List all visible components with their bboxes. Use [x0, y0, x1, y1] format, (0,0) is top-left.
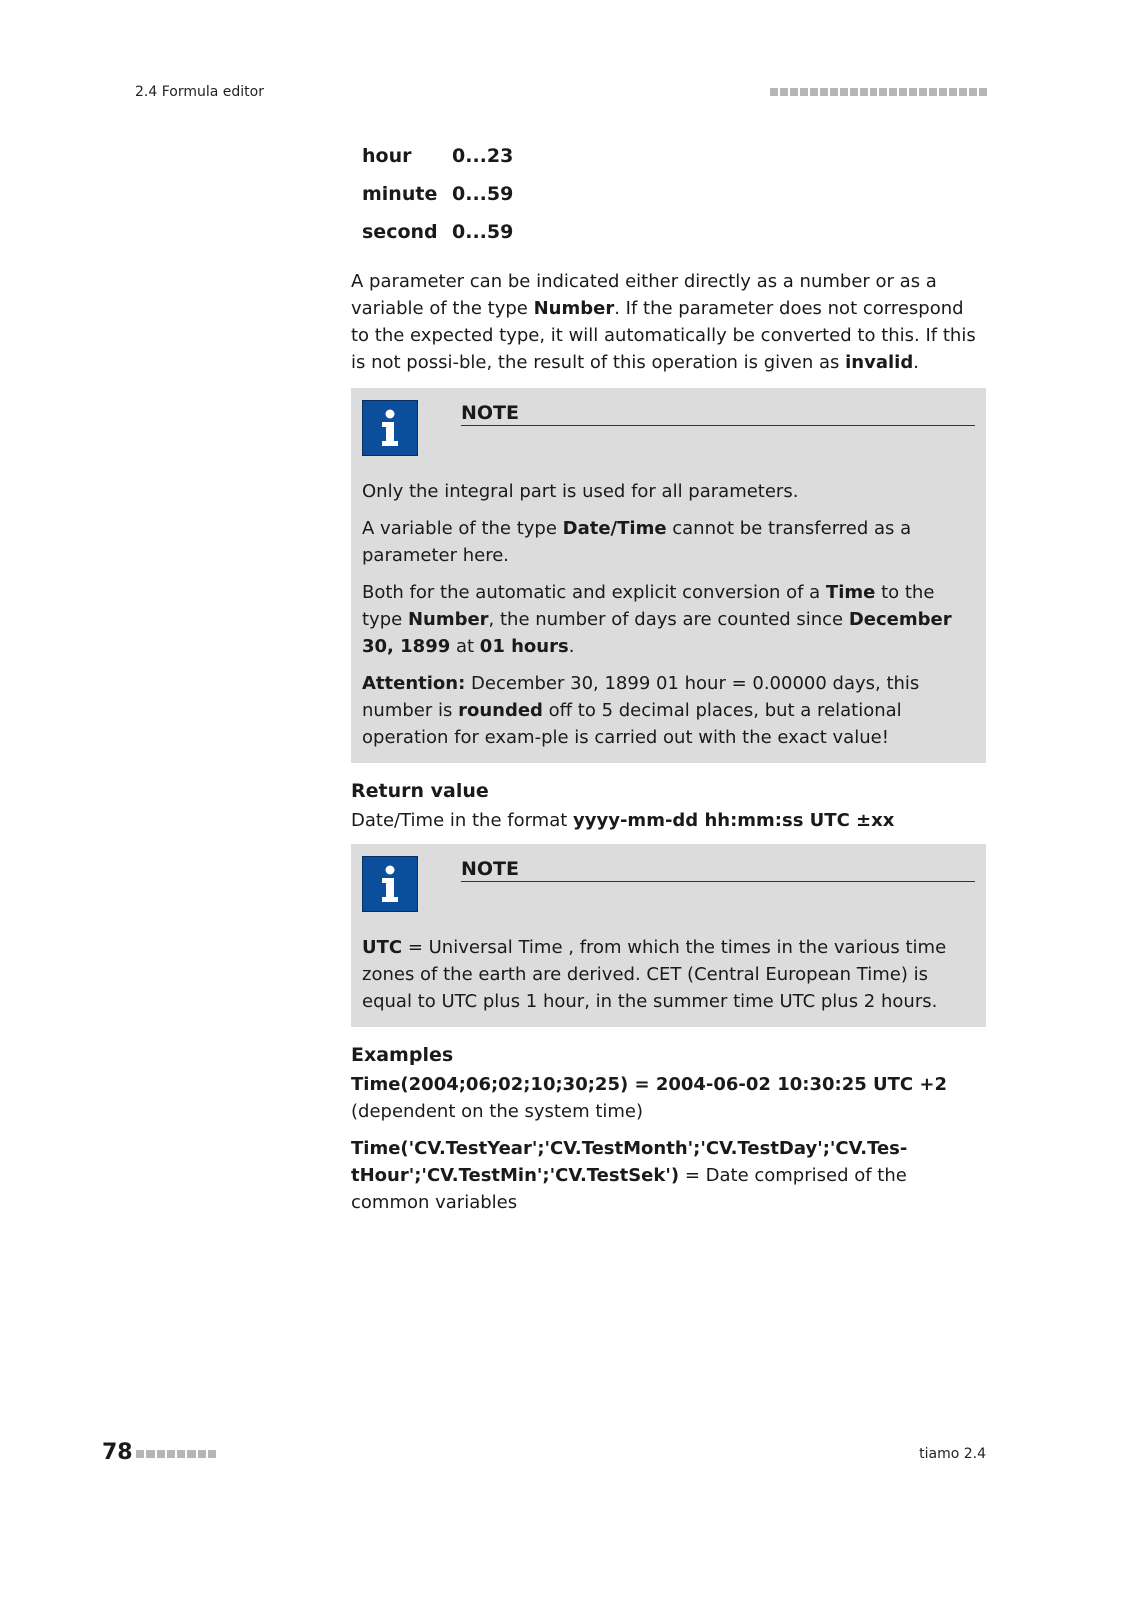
param-name: minute — [362, 182, 438, 205]
note-paragraph: A variable of the type Date/Time cannot be transferred as a parameter here. — [362, 518, 912, 566]
table-row — [362, 213, 513, 251]
param-name: hour — [362, 144, 412, 167]
note-box — [351, 844, 986, 1027]
note-paragraph: Only the integral part is used for all parameters. — [362, 481, 799, 502]
example-1: Time(2004;06;02;10;30;25) = 2004-06-02 10:30:25 UTC +2 (dependent on the system time) — [351, 1074, 948, 1122]
table-row — [362, 137, 513, 175]
parameter-table — [362, 137, 513, 251]
info-icon — [362, 856, 418, 912]
param-range: 0...59 — [452, 182, 514, 205]
intro-paragraph: A parameter can be indicated either directly as a number or as a variable of the type Number. If the parameter does not correspond to the expected type, it will automatically be converted to this. If this is not possi-ble, the result of this operation is given as invalid. — [351, 271, 976, 373]
param-range: 0...23 — [452, 144, 514, 167]
page-content — [351, 137, 986, 1226]
info-icon — [362, 400, 418, 456]
return-value-heading: Return value — [351, 780, 489, 802]
examples-heading: Examples — [351, 1044, 454, 1066]
note-paragraph: Both for the automatic and explicit conversion of a Time to the type Number, the number of days are counted since December 30, 1899 at 01 hours. — [362, 582, 952, 657]
product-name: tiamo 2.4 — [919, 1446, 986, 1462]
return-value-text: Date/Time in the format yyyy-mm-dd hh:mm:ss UTC ±xx — [351, 810, 895, 831]
note-box — [351, 388, 986, 763]
header-decoration — [770, 88, 987, 96]
note-paragraph: UTC = Universal Time , from which the times in the various time zones of the earth are derived. CET (Central European Time) is equal to UTC plus 1 hour, in the summer time UTC plus 2 hours. — [362, 937, 947, 1012]
page-number: 78 — [102, 1440, 133, 1465]
running-header: 2.4 Formula editor — [135, 84, 264, 100]
param-range: 0...59 — [452, 220, 514, 243]
note-title: NOTE — [461, 857, 975, 882]
param-name: second — [362, 220, 438, 243]
note-title: NOTE — [461, 401, 975, 426]
table-row — [362, 175, 513, 213]
footer-decoration — [136, 1450, 216, 1458]
note-paragraph: Attention: December 30, 1899 01 hour = 0.00000 days, this number is rounded off to 5 decimal places, but a relational operation for exam-ple is carried out with the exact value! — [362, 673, 920, 748]
example-2: Time('CV.TestYear';'CV.TestMonth';'CV.TestDay';'CV.Tes-tHour';'CV.TestMin';'CV.TestSek') = Date comprised of the common variables — [351, 1138, 908, 1213]
